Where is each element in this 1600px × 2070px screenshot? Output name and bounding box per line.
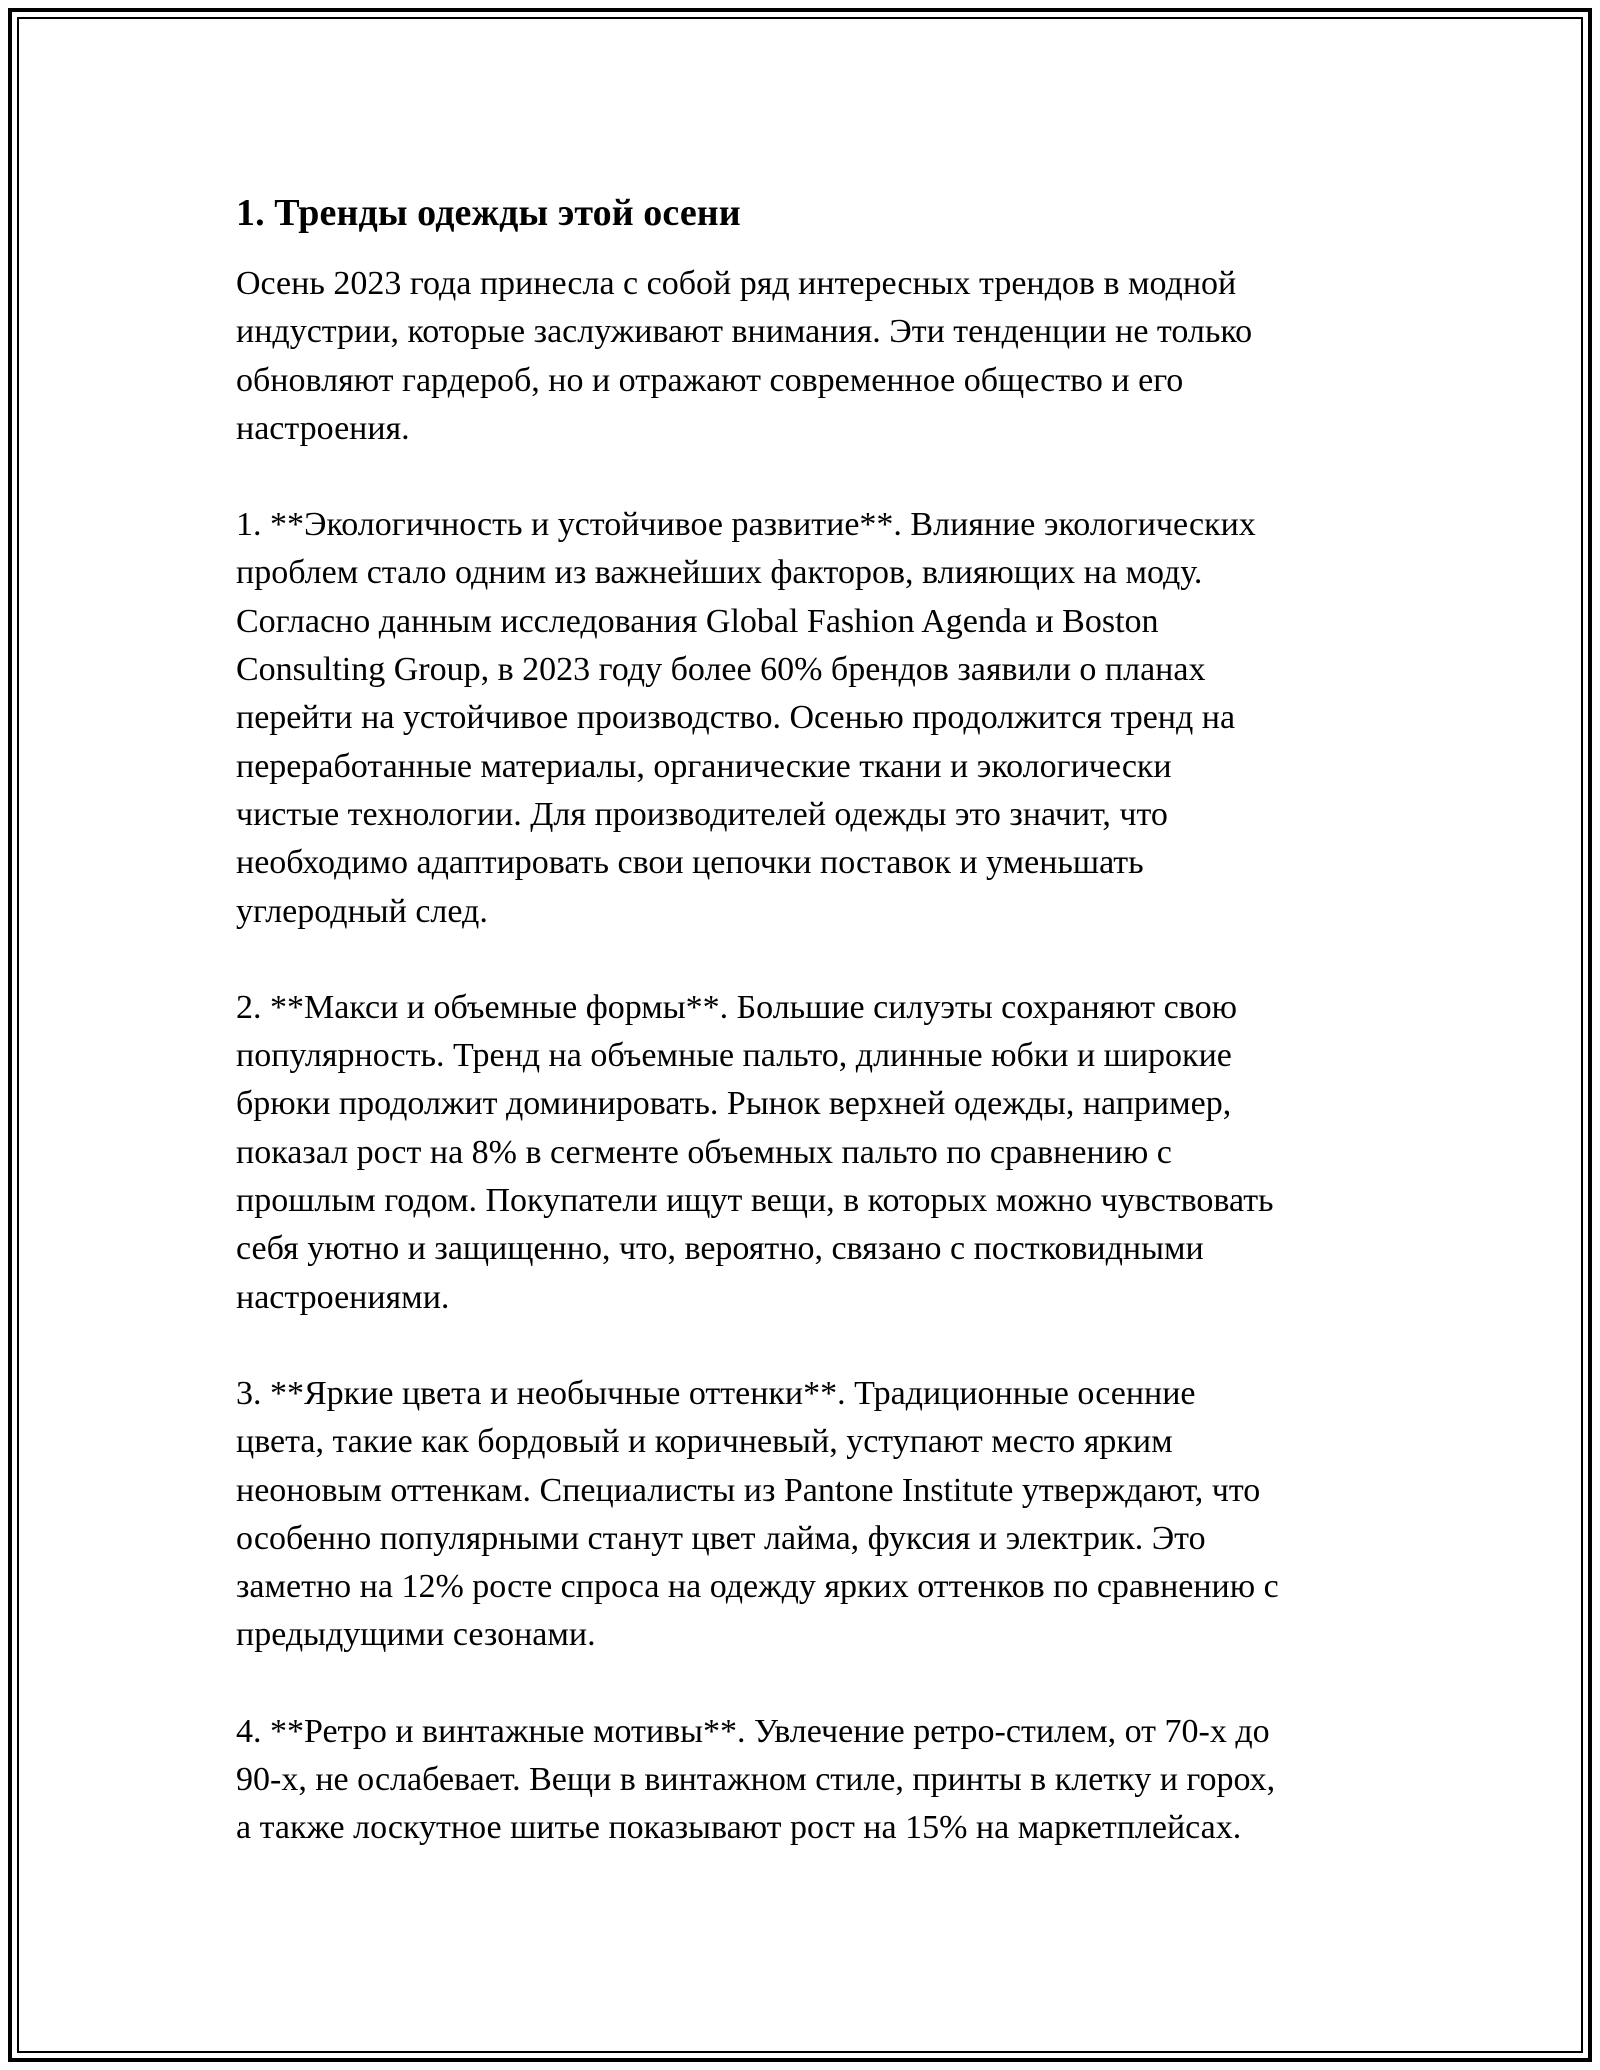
trend-item-eco: 1. **Экологичность и устойчивое развитие**. Влияние экологических проблем стало одним из важнейших факторов, влияющих на моду. Согласно данным исследования Global Fashion Agenda и Boston Consulting Group, в 2023 году более 60% брендов заявили о планах перейти на устойчивое производство. Осенью продолжится тренд на переработанные материалы, органические ткани и экологически чистые технологии. Для производителей одежды это значит, что необходимо адаптировать свои цепочки поставок и уменьшать углеродный след.	[236, 506, 1256, 930]
trend-item-retro: 4. **Ретро и винтажные мотивы**. Увлечение ретро-стилем, от 70-х до 90-х, не ослабевает. Вещи в винтажном стиле, принты в клетку и горох, а также лоскутное шитье показывают рост на 15% на маркетплейсах.	[236, 1712, 1276, 1847]
trend-item-oversize: 2. **Макси и объемные формы**. Большие силуэты сохраняют свою популярность. Тренд на объемные пальто, длинные юбки и широкие брюки продолжит доминировать. Рынок верхней одежды, например, показал рост на 8% в сегменте объемных пальто по сравнению с прошлым годом. Покупатели ищут вещи, в которых можно чувствовать себя уютно и защищенно, что, вероятно, связано с постковидными настроениями.	[236, 988, 1274, 1316]
section-heading: 1. Тренды одежды этой осени	[236, 192, 741, 234]
intro-paragraph: Осень 2023 года принесла с собой ряд интересных трендов в модной индустрии, которые заслуживают внимания. Эти тенденции не только обновляют гардероб, но и отражают современное общество и его настроения.	[236, 265, 1253, 447]
document-body	[236, 186, 1396, 1853]
trend-item-bright-colors: 3. **Яркие цвета и необычные оттенки**. Традиционные осенние цвета, такие как бордовый и коричневый, уступают место ярким неоновым оттенкам. Специалисты из Pantone Institute утверждают, что особенно популярными станут цвет лайма, фуксия и электрик. Это заметно на 12% росте спроса на одежду ярких оттенков по сравнению с предыдущими сезонами.	[236, 1374, 1279, 1654]
